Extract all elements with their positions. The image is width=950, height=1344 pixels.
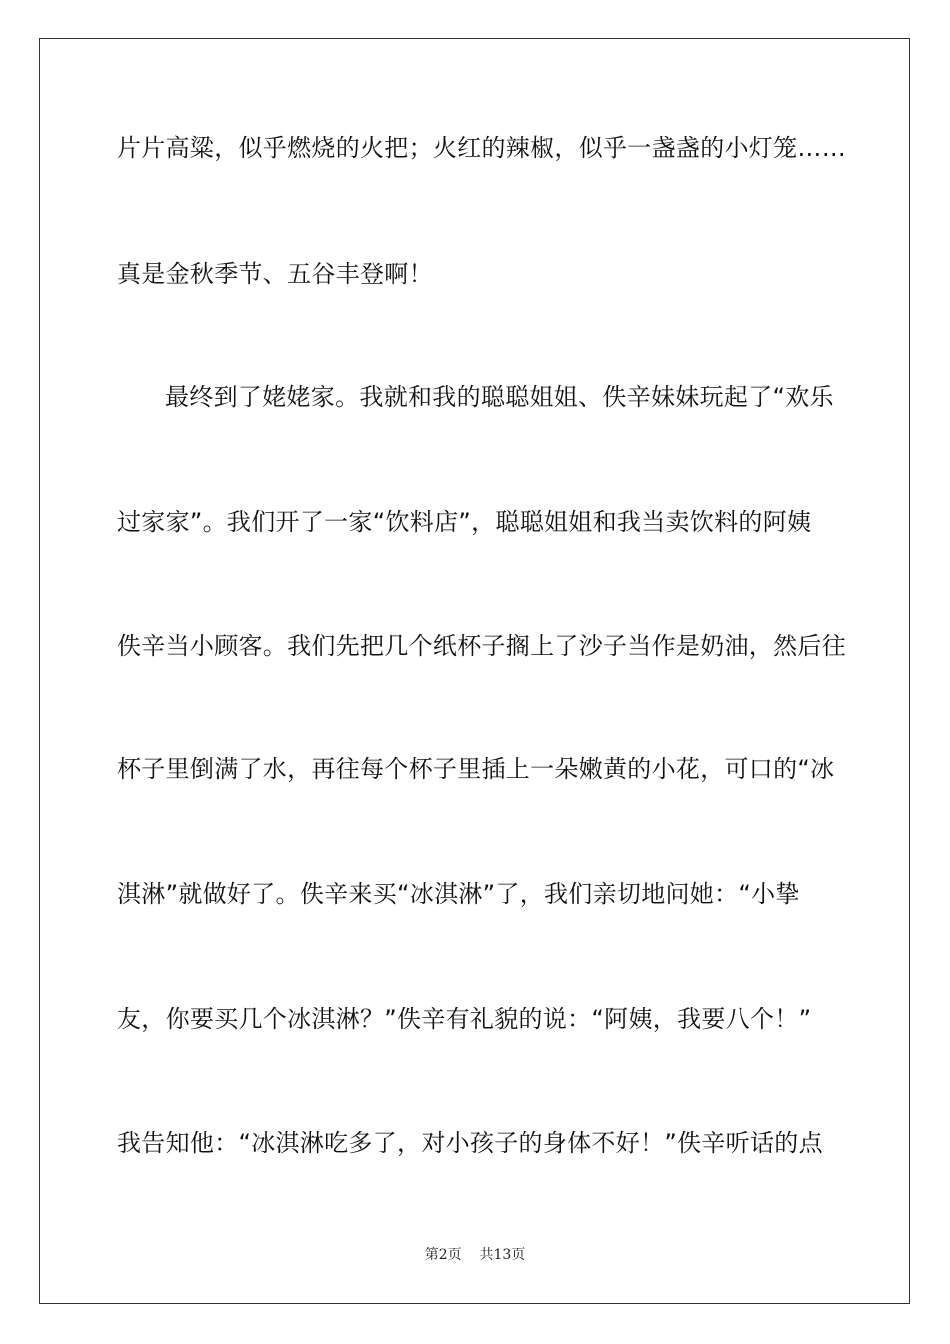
paragraph-line: 友，你要买几个冰淇淋？”佚辛有礼貌的说：“阿姨，我要八个！” [117, 1005, 812, 1033]
paragraph-line: 片片高粱，似乎燃烧的火把；火红的辣椒，似乎一盏盏的小灯笼…… [117, 134, 846, 162]
paragraph-line: 淇淋”就做好了。佚辛来买“冰淇淋”了，我们亲切地问她：“小挚 [117, 880, 800, 908]
page-total: 共13页 [479, 1247, 526, 1263]
paragraph-line: 佚辛当小顾客。我们先把几个纸杯子搁上了沙子当作是奶油，然后往 [117, 632, 846, 660]
paragraph-line: 过家家”。我们开了一家“饮料店”，聪聪姐姐和我当卖饮料的阿姨 [117, 508, 812, 536]
page-number: 第2页 [424, 1247, 462, 1263]
paragraph-line: 最终到了姥姥家。我就和我的聪聪姐姐、佚辛妹妹玩起了“欢乐 [165, 383, 834, 411]
paragraph-line: 真是金秋季节、五谷丰登啊！ [117, 260, 433, 288]
paragraph-line: 我告知他：“冰淇淋吃多了，对小孩子的身体不好！”佚辛听话的点 [117, 1129, 823, 1157]
footer-spacer [462, 1247, 480, 1263]
page-footer [0, 1246, 950, 1264]
page-border [39, 38, 910, 1304]
paragraph-line: 杯子里倒满了水，再往每个杯子里插上一朵嫩黄的小花，可口的“冰 [117, 755, 835, 783]
